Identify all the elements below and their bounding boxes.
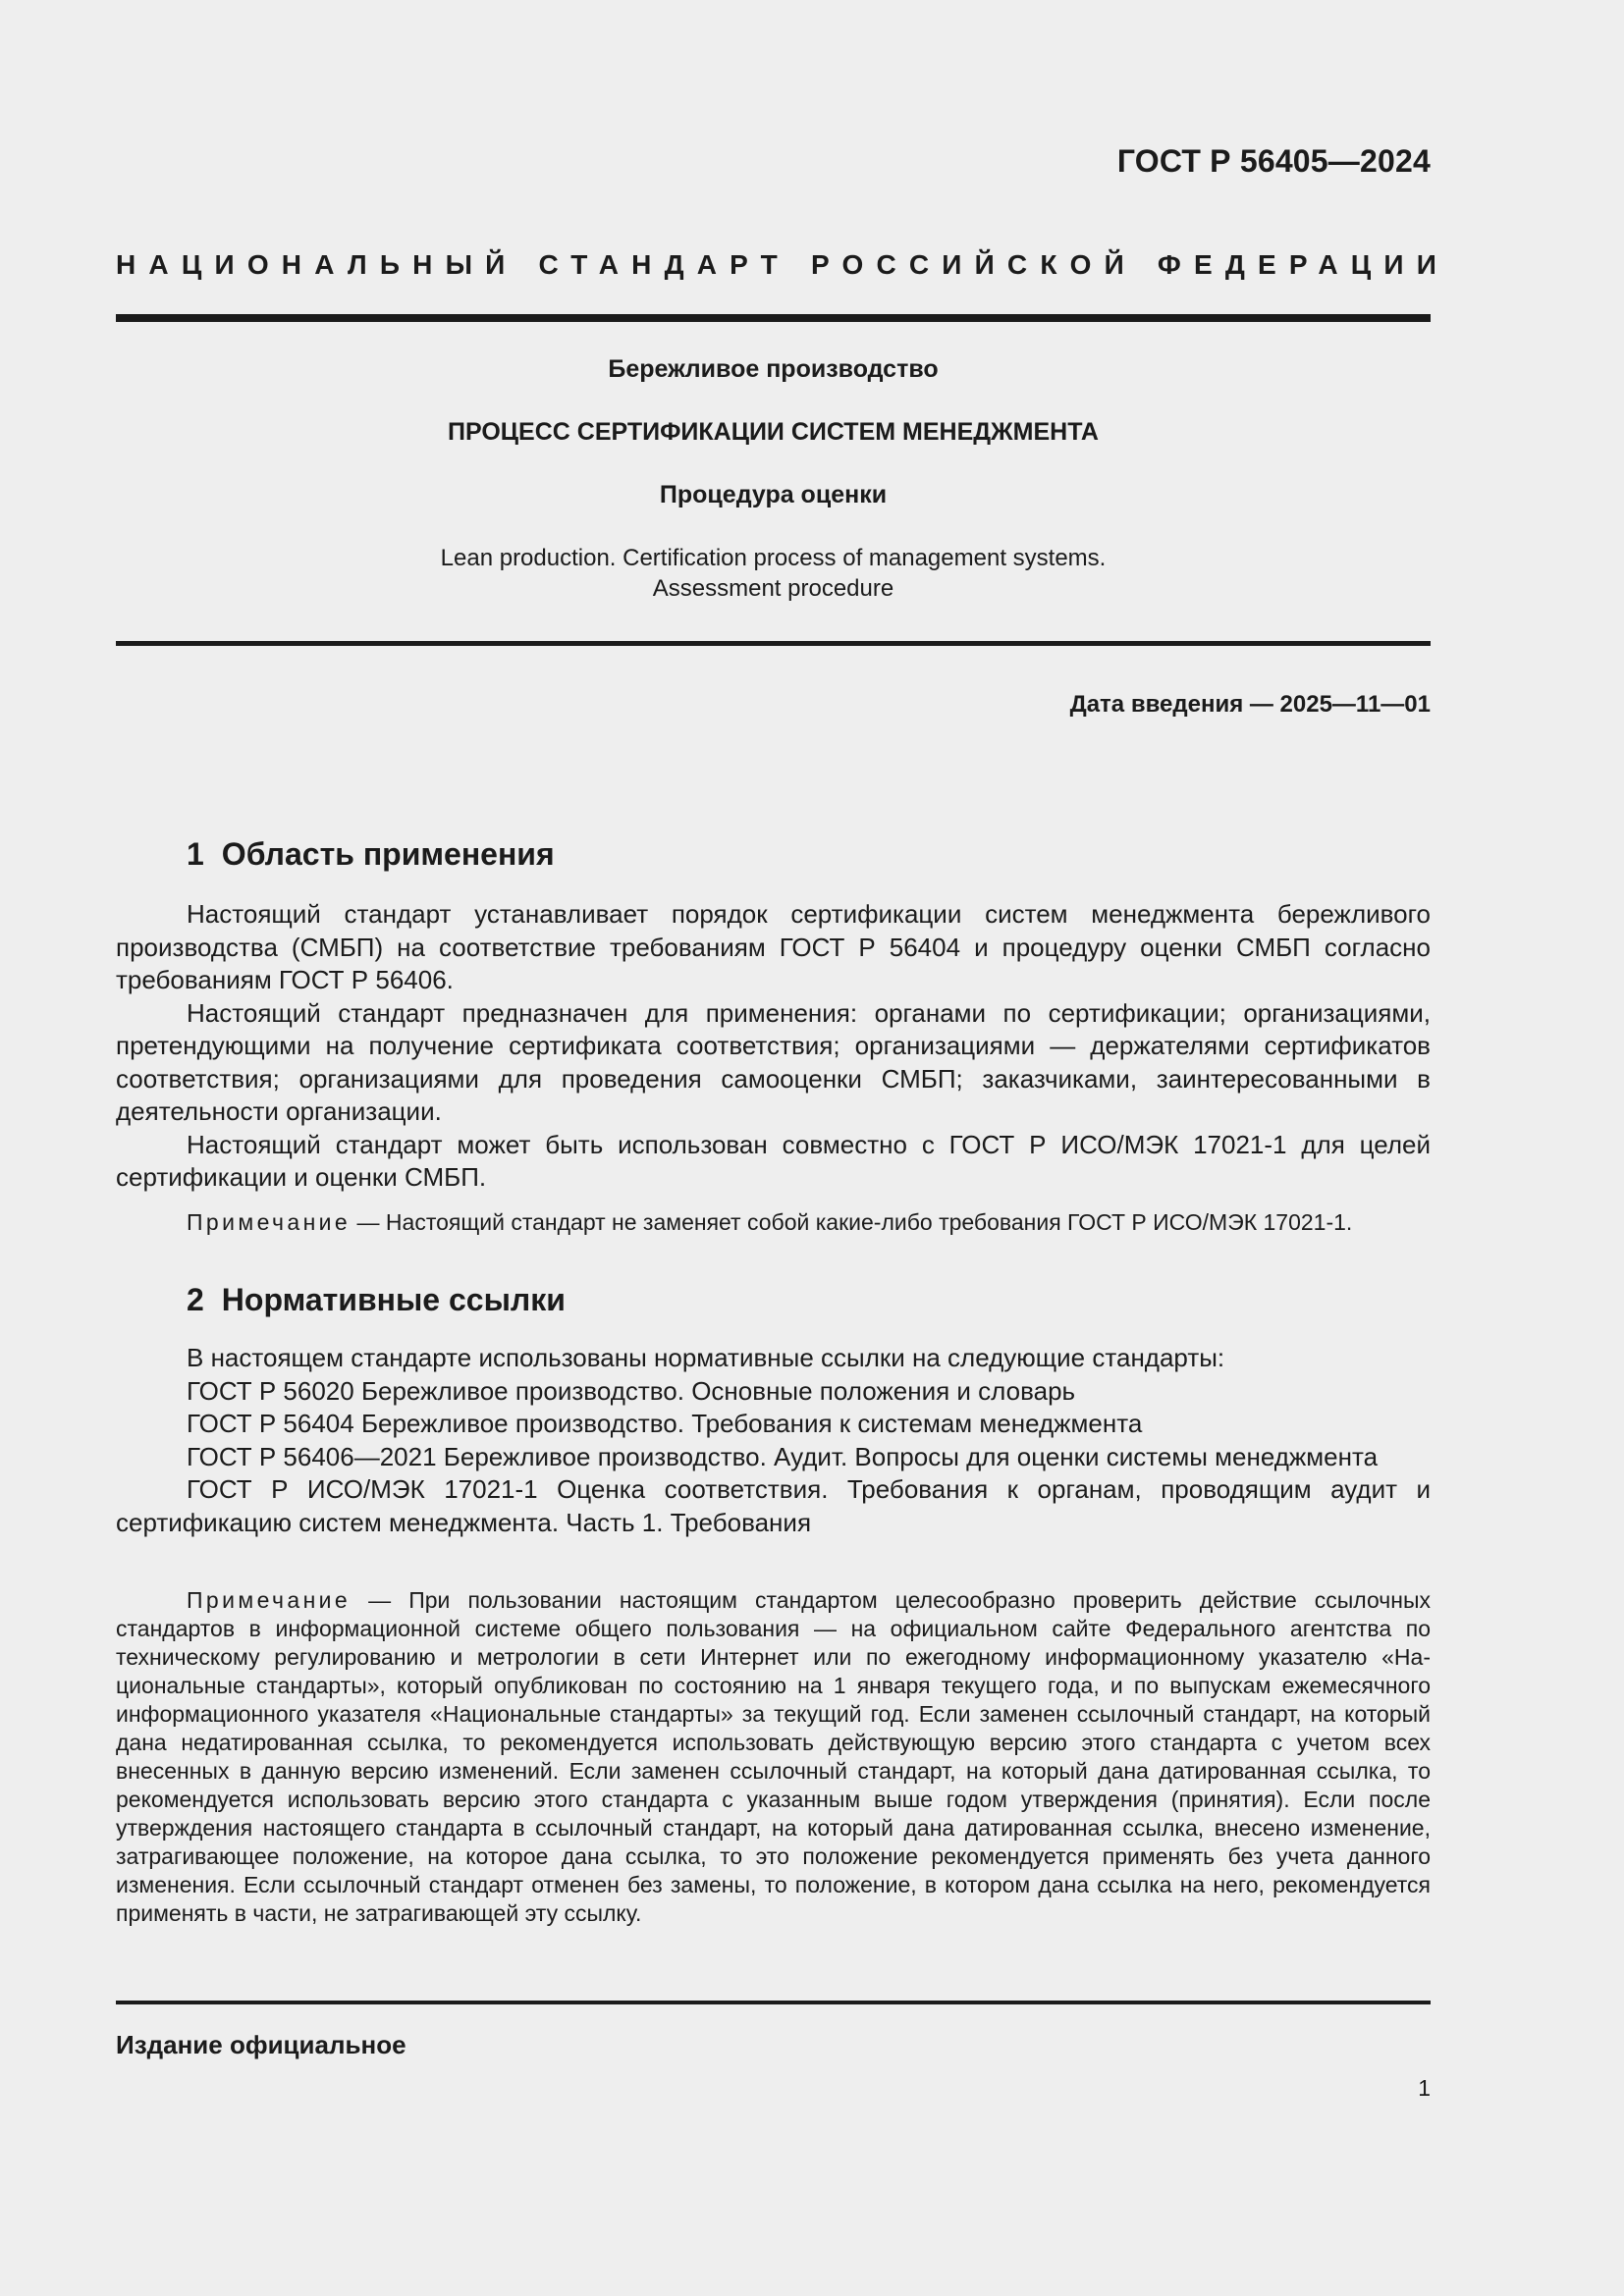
edition-label: Издание официальное xyxy=(116,2030,406,2059)
footer-divider xyxy=(116,2001,1431,2004)
english-title xyxy=(116,543,1431,604)
section-1-body xyxy=(116,898,1431,1195)
section-2-number: 2 xyxy=(187,1282,204,1317)
note-label: Примечание xyxy=(187,1587,352,1613)
note-text: — Настоящий стандарт не заменяет собой какие-либо требования ГОСТ Р ИСО/МЭК 17021-1. xyxy=(351,1209,1353,1235)
section-2-heading xyxy=(187,1282,566,1318)
top-divider xyxy=(116,314,1431,322)
section-1-number: 1 xyxy=(187,836,204,872)
section-1-paragraph: Настоящий стандарт может быть использован совместно с ГОСТ Р ИСО/МЭК 17021-1 для целей сертификации и оценки СМБП. xyxy=(116,1129,1431,1192)
reference-item: ГОСТ Р ИСО/МЭК 17021-1 Оценка соответствия. Требования к органам, проводящим аудит и сертификацию систем менеджмента. Часть 1. Требования xyxy=(116,1474,1431,1537)
title-divider xyxy=(116,641,1431,646)
reference-item: ГОСТ Р 56020 Бережливое производство. Основные положения и словарь xyxy=(187,1375,1076,1406)
title-line-1: Бережливое производство xyxy=(608,355,939,383)
section-2-title: Нормативные ссылки xyxy=(221,1282,566,1317)
note-label: Примечание xyxy=(187,1209,352,1235)
introduction-date: Дата введения — 2025—11—01 xyxy=(1069,691,1431,718)
english-title-line-2: Assessment procedure xyxy=(652,575,894,602)
section-2-note xyxy=(116,1586,1431,1928)
document-code: ГОСТ Р 56405—2024 xyxy=(1116,143,1431,179)
note-text: — При пользовании настоящим стандартом целесообразно проверить действие ссылочных стандартов в информационной системе общего пользования — на официальном сайте Федерального агентства по техническому регулированию и метрологии в сети Интернет или по ежегодному информационному указателю «Национальные стандарты», который опубликован по состоянию на 1 января текущего года, и по выпускам ежемесячного информационного указателя «Национальные стандарты» за текущий год. Если заменен ссылочный стандарт, на который дана недатированная ссылка, то рекомендуется использовать действующую версию этого стандарта с учетом всех внесенных в данную версию изменений. Если заменен ссылочный стандарт, на который дана датированная ссылка, то рекомендуется использовать версию этого стандарта с указанным выше годом утверждения (принятия). Если после утверждения настоящего стандарта в ссылочный стандарт, на который дана датированная ссылка, внесено изменение, затрагивающее положение, на которое дана ссылка, то это положение рекомендуется применять без учета данного изменения. Если ссылочный стандарт отменен без замены, то положение, в котором дана ссылка на него, рекомендуется применять в части, не затрагивающей эту ссылку. xyxy=(116,1587,1431,1926)
section-2-intro: В настоящем стандарте использованы нормативные ссылки на следующие стандарты: xyxy=(187,1343,1225,1372)
title-line-2: ПРОЦЕСС СЕРТИФИКАЦИИ СИСТЕМ МЕНЕДЖМЕНТА xyxy=(448,418,1099,446)
section-1-title: Область применения xyxy=(221,836,555,872)
section-1-heading xyxy=(187,836,555,873)
english-title-line-1: Lean production. Certification process of management systems. xyxy=(440,545,1107,571)
page-number: 1 xyxy=(1418,2075,1431,2101)
section-1-paragraph: Настоящий стандарт устанавливает порядок сертификации систем менеджмента бережливого производства (СМБП) на соответствие требованиям ГОСТ Р 56404 и процедуру оценки СМБП согласно требованиям ГОСТ Р 56406. xyxy=(116,899,1431,994)
section-2-body xyxy=(116,1342,1431,1539)
section-1-note xyxy=(116,1208,1431,1237)
section-1-paragraph: Настоящий стандарт предназначен для применения: органами по сертификации; организациями, претендующими на получение сертификата соответствия; организациями — держателями сертификатов соответствия; организациями для проведения самооценки СМБП; заказчиками, заинтересованными в деятельности организации. xyxy=(116,997,1431,1126)
document-page xyxy=(116,0,1450,2296)
title-line-3: Процедура оценки xyxy=(659,481,888,508)
national-standard-banner: НАЦИОНАЛЬНЫЙ СТАНДАРТ РОССИЙСКОЙ ФЕДЕРАЦИИ xyxy=(116,249,1450,280)
reference-item: ГОСТ Р 56404 Бережливое производство. Требования к системам менеджмента xyxy=(187,1409,1143,1438)
reference-item: ГОСТ Р 56406—2021 Бережливое производство. Аудит. Вопросы для оценки системы менеджмента xyxy=(187,1441,1379,1471)
